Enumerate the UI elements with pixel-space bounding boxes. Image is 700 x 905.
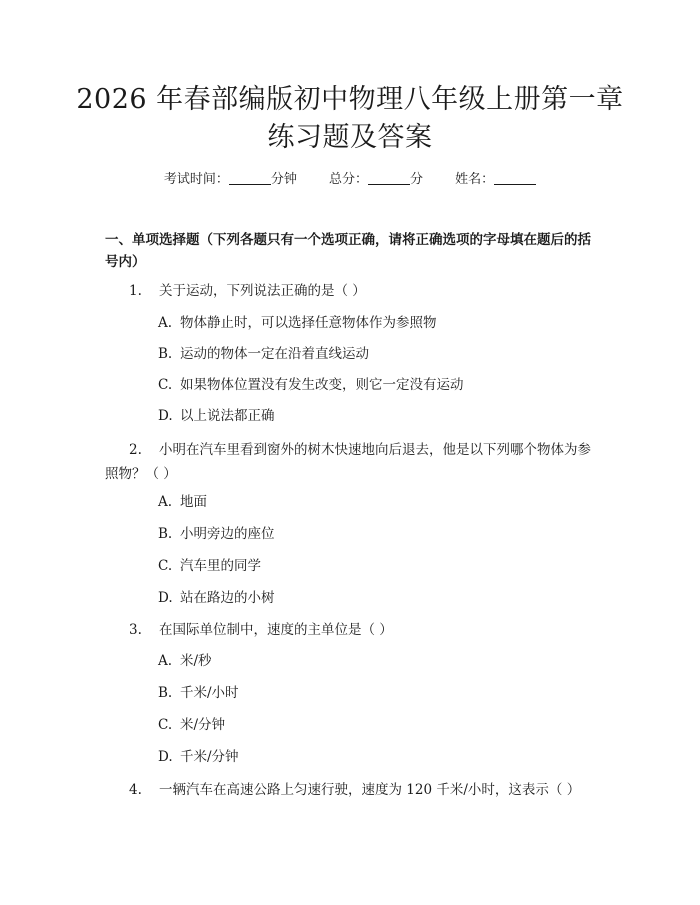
option-text: 小明旁边的座位 xyxy=(180,526,275,542)
option-letter: C. xyxy=(158,377,173,393)
exam-time-field xyxy=(164,172,301,187)
option-letter: B. xyxy=(158,346,173,362)
name-label: 姓名： xyxy=(455,172,495,187)
section-heading-single-choice: 一、单项选择题（下列各题只有一个选项正确，请将正确选项的字母填在题后的括号内） xyxy=(105,232,591,270)
question-1 xyxy=(105,279,603,303)
question-2-option-b xyxy=(158,524,275,544)
question-3 xyxy=(105,618,603,642)
option-letter: A. xyxy=(158,653,173,669)
question-3-option-d xyxy=(158,747,239,767)
question-text: 小明在汽车里看到窗外的树木快速地向后退去，他是以下列哪个物体为参照物？（ ） xyxy=(105,442,591,482)
question-number: 2. xyxy=(129,442,142,458)
name-field xyxy=(455,172,536,187)
question-3-option-c xyxy=(158,715,225,735)
option-letter: B. xyxy=(158,526,173,542)
option-letter: C. xyxy=(158,558,173,574)
option-letter: C. xyxy=(158,717,173,733)
option-letter: B. xyxy=(158,685,173,701)
name-blank xyxy=(494,172,536,185)
question-1-option-b xyxy=(158,344,369,364)
option-text: 以上说法都正确 xyxy=(180,408,275,424)
option-letter: A. xyxy=(158,494,173,510)
option-text: 汽车里的同学 xyxy=(180,558,261,574)
option-text: 米/秒 xyxy=(180,653,212,669)
exam-meta xyxy=(0,168,700,187)
question-number: 4. xyxy=(129,782,142,798)
question-text: 一辆汽车在高速公路上匀速行驶，速度为 120 千米/小时，这表示（ ） xyxy=(159,782,581,798)
exam-time-blank xyxy=(229,172,271,185)
total-score-blank xyxy=(368,172,410,185)
option-text: 运动的物体一定在沿着直线运动 xyxy=(180,346,369,362)
question-2-option-a xyxy=(158,492,207,512)
option-text: 地面 xyxy=(180,494,207,510)
option-letter: D. xyxy=(158,590,173,606)
question-3-option-b xyxy=(158,683,239,703)
question-number: 1. xyxy=(129,283,142,299)
question-1-option-a xyxy=(158,313,437,333)
option-text: 千米/分钟 xyxy=(180,749,239,765)
option-text: 千米/小时 xyxy=(180,685,239,701)
option-text: 物体静止时，可以选择任意物体作为参照物 xyxy=(180,315,437,331)
question-2-option-c xyxy=(158,556,261,576)
exam-time-label: 考试时间： xyxy=(163,172,229,187)
document-title-line-1: 2026 年春部编版初中物理八年级上册第一章 xyxy=(76,84,624,115)
question-2 xyxy=(105,438,603,486)
option-letter: D. xyxy=(158,749,173,765)
question-1-option-c xyxy=(158,375,464,395)
option-text: 站在路边的小树 xyxy=(180,590,275,606)
option-letter: D. xyxy=(158,408,173,424)
question-text: 在国际单位制中，速度的主单位是（ ） xyxy=(159,622,393,638)
question-text: 关于运动，下列说法正确的是（ ） xyxy=(159,283,366,299)
option-text: 米/分钟 xyxy=(180,717,226,733)
exam-time-unit: 分钟 xyxy=(270,172,297,187)
question-2-option-d xyxy=(158,588,275,608)
total-score-label: 总分： xyxy=(328,172,368,187)
option-text: 如果物体位置没有发生改变，则它一定没有运动 xyxy=(180,377,464,393)
question-3-option-a xyxy=(158,651,212,671)
total-score-field xyxy=(329,172,427,187)
question-4 xyxy=(105,778,603,802)
total-score-unit: 分 xyxy=(410,172,424,187)
question-1-option-d xyxy=(158,406,275,426)
option-letter: A. xyxy=(158,315,173,331)
document-title-line-2: 练习题及答案 xyxy=(267,122,433,153)
question-number: 3. xyxy=(129,622,142,638)
